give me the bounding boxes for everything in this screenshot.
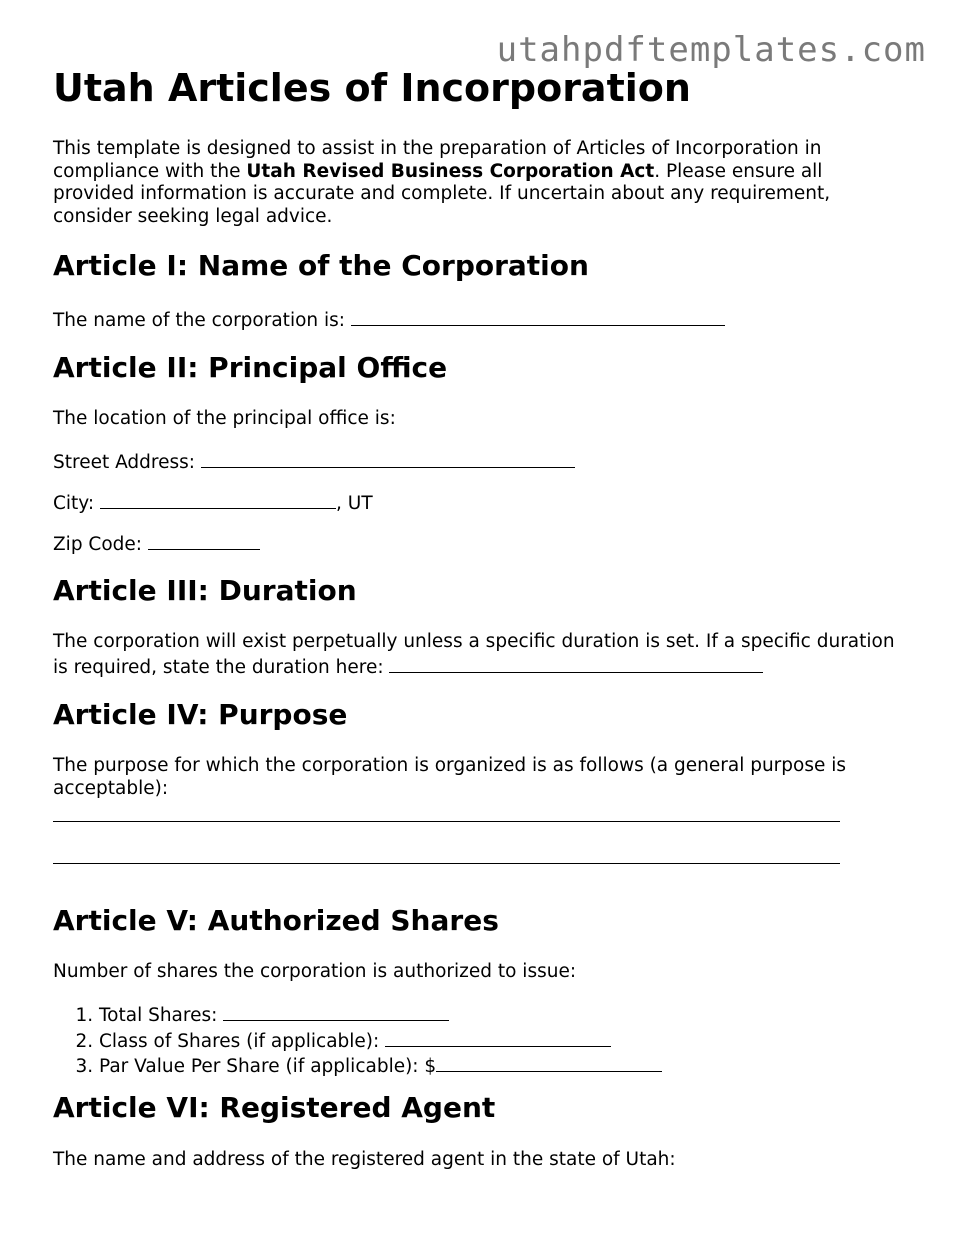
zip-code-field[interactable] <box>148 531 260 550</box>
registered-agent-text: The name and address of the registered agent in the state of Utah: <box>53 1149 676 1170</box>
intro-act-name: Utah Revised Business Corporation Act <box>246 160 655 182</box>
zip-code-label: Zip Code: <box>53 534 143 555</box>
total-shares-label: Total Shares: <box>99 1005 218 1026</box>
total-shares-field[interactable] <box>223 1002 449 1021</box>
watermark: utahpdftemplates.com <box>496 30 926 70</box>
intro-paragraph <box>53 138 883 228</box>
article1-name-row <box>53 307 725 333</box>
city-label: City: <box>53 493 95 514</box>
article5-heading: Article V: Authorized Shares <box>53 904 499 937</box>
class-of-shares-label: Class of Shares (if applicable): <box>99 1030 380 1052</box>
zip-code-row <box>53 531 260 557</box>
article2-heading: Article II: Principal Office <box>53 351 448 384</box>
article4-heading: Article IV: Purpose <box>53 698 348 731</box>
purpose-paragraph: The purpose for which the corporation is organized is as follows (a general purpose is acceptable): <box>53 755 847 799</box>
shares-intro: Number of shares the corporation is authorized to issue: <box>53 961 577 982</box>
street-address-label: Street Address: <box>53 452 196 473</box>
street-address-row <box>53 449 575 475</box>
principal-office-intro: The location of the principal office is: <box>53 408 396 429</box>
purpose-line-2[interactable] <box>53 863 840 864</box>
duration-text: The corporation will exist perpetually unless a specific duration is set. If a specific duration is required, state the duration here: <box>53 631 895 678</box>
purpose-line-1[interactable] <box>53 821 840 822</box>
shares-list-item <box>99 1028 662 1054</box>
street-address-field[interactable] <box>201 449 575 468</box>
duration-field[interactable] <box>389 654 763 673</box>
article6-heading: Article VI: Registered Agent <box>53 1091 496 1124</box>
intro-text-2: . Please ensure all provided information is accurate and complete. If uncertain about any requirement, consider seeking legal advice. <box>53 160 831 227</box>
state-suffix: , UT <box>336 493 373 514</box>
city-field[interactable] <box>100 490 336 509</box>
shares-list <box>53 1002 662 1079</box>
shares-list-item <box>99 1002 662 1028</box>
shares-list-item <box>99 1053 662 1079</box>
duration-paragraph <box>53 631 903 679</box>
article1-heading: Article I: Name of the Corporation <box>53 249 589 282</box>
par-value-field[interactable] <box>436 1053 662 1072</box>
corporation-name-field[interactable] <box>351 307 725 326</box>
city-row <box>53 490 373 516</box>
par-value-label: Par Value Per Share (if applicable): $ <box>99 1056 437 1077</box>
article3-heading: Article III: Duration <box>53 574 357 607</box>
class-of-shares-field[interactable] <box>385 1028 611 1047</box>
intro-text-1: This template is designed to assist in the preparation of Articles of Incorporation in compliance with the <box>53 138 822 182</box>
corporation-name-label: The name of the corporation is: <box>53 310 346 331</box>
document-title: Utah Articles of Incorporation <box>53 66 691 110</box>
